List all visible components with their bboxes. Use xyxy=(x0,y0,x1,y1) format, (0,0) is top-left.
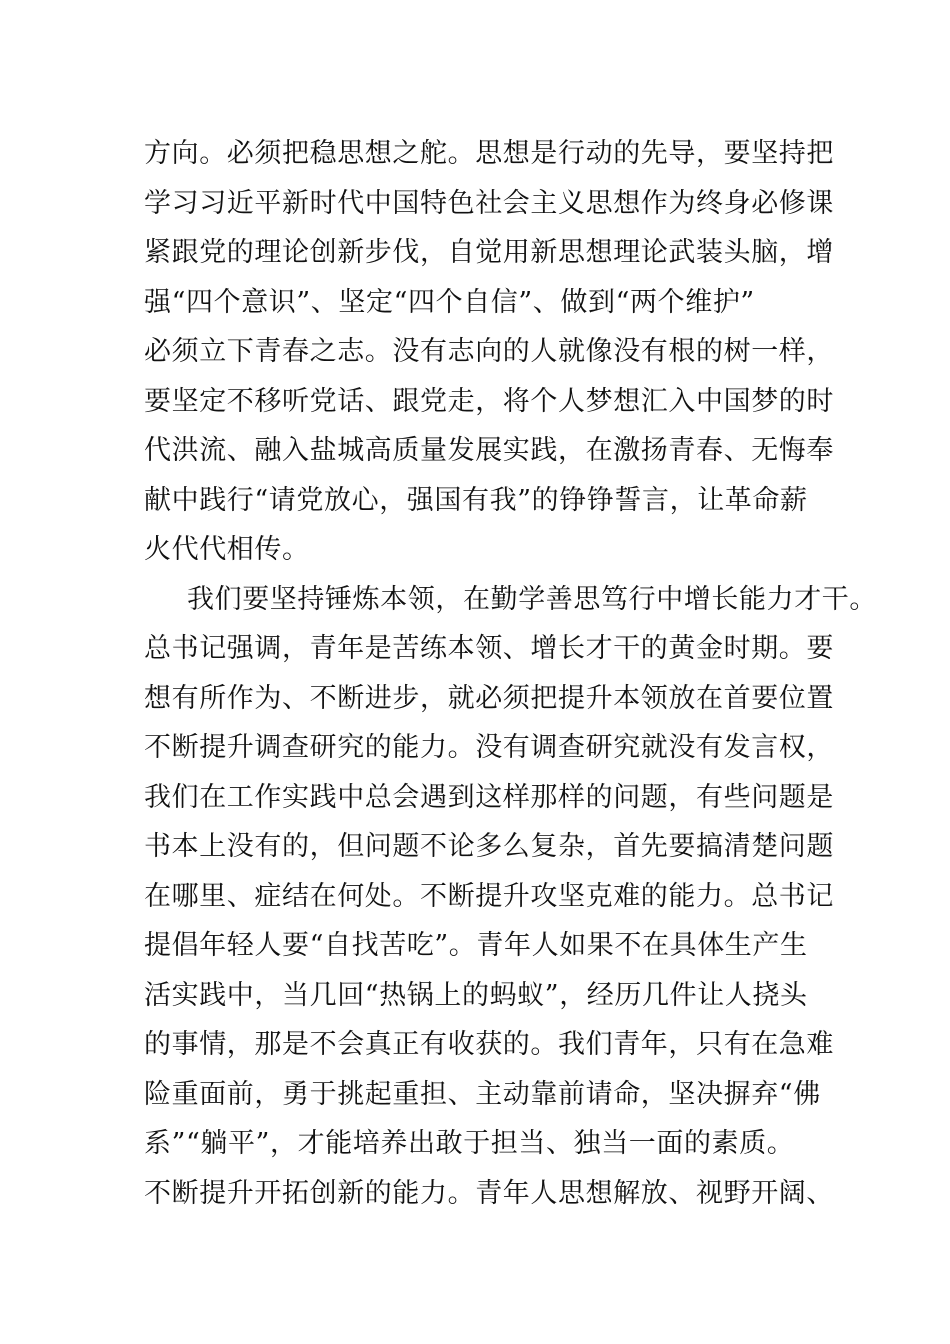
text-line-9: 火代代相传。 xyxy=(144,534,310,565)
text-line-21: 系”“躺平”，才能培养出敢于担当、独当一面的素质。 xyxy=(144,1128,795,1159)
text-line-18: 活实践中，当几回“热锅上的蚂蚁”，经历几件让人挠头 xyxy=(144,979,808,1011)
text-line-16: 在哪里、症结在何处。不断提升攻坚克难的能力。总书记 xyxy=(144,880,834,912)
text-line-11: 总书记强调，青年是苦练本领、增长才干的黄金时期。要 xyxy=(144,633,834,664)
text-line-13: 不断提升调查研究的能力。没有调查研究就没有发言权， xyxy=(144,732,834,763)
text-line-14: 我们在工作实践中总会遇到这样那样的问题，有些问题是 xyxy=(144,781,834,813)
text-line-6: 要坚定不移听党话、跟党走，将个人梦想汇入中国梦的时 xyxy=(144,385,834,417)
text-line-7: 代洪流、融入盐城高质量发展实践，在激扬青春、无悔奉 xyxy=(144,435,834,466)
text-line-5: 必须立下青春之志。没有志向的人就像没有根的树一样， xyxy=(144,336,834,367)
text-line-2: 学习习近平新时代中国特色社会主义思想作为终身必修课 xyxy=(144,187,834,219)
text-line-1: 方向。必须把稳思想之舵。思想是行动的先导，要坚持把 xyxy=(144,138,834,169)
text-line-19: 的事情，那是不会真正有收获的。我们青年，只有在急难 xyxy=(144,1029,834,1060)
body-text xyxy=(144,129,877,1218)
text-line-4: 强“四个意识”、坚定“四个自信”、做到“两个维护” xyxy=(144,286,755,318)
text-line-22: 不断提升开拓创新的能力。青年人思想解放、视野开阔、 xyxy=(144,1177,834,1209)
text-line-17: 提倡年轻人要“自找苦吃”。青年人如果不在具体生产生 xyxy=(144,930,808,961)
text-line-8: 献中践行“请党放心，强国有我”的铮铮誓言，让革命薪 xyxy=(144,484,808,516)
text-line-15: 书本上没有的，但问题不论多么复杂，首先要搞清楚问题 xyxy=(144,831,834,862)
text-line-10: 我们要坚持锤炼本领，在勤学善思笃行中增长能力才干。 xyxy=(187,583,877,615)
text-line-3: 紧跟党的理论创新步伐，自觉用新思想理论武装头脑，增 xyxy=(144,237,834,268)
text-line-20: 险重面前，勇于挑起重担、主动靠前请命，坚决摒弃“佛 xyxy=(144,1078,821,1110)
text-line-12: 想有所作为、不断进步，就必须把提升本领放在首要位置 xyxy=(144,682,834,714)
